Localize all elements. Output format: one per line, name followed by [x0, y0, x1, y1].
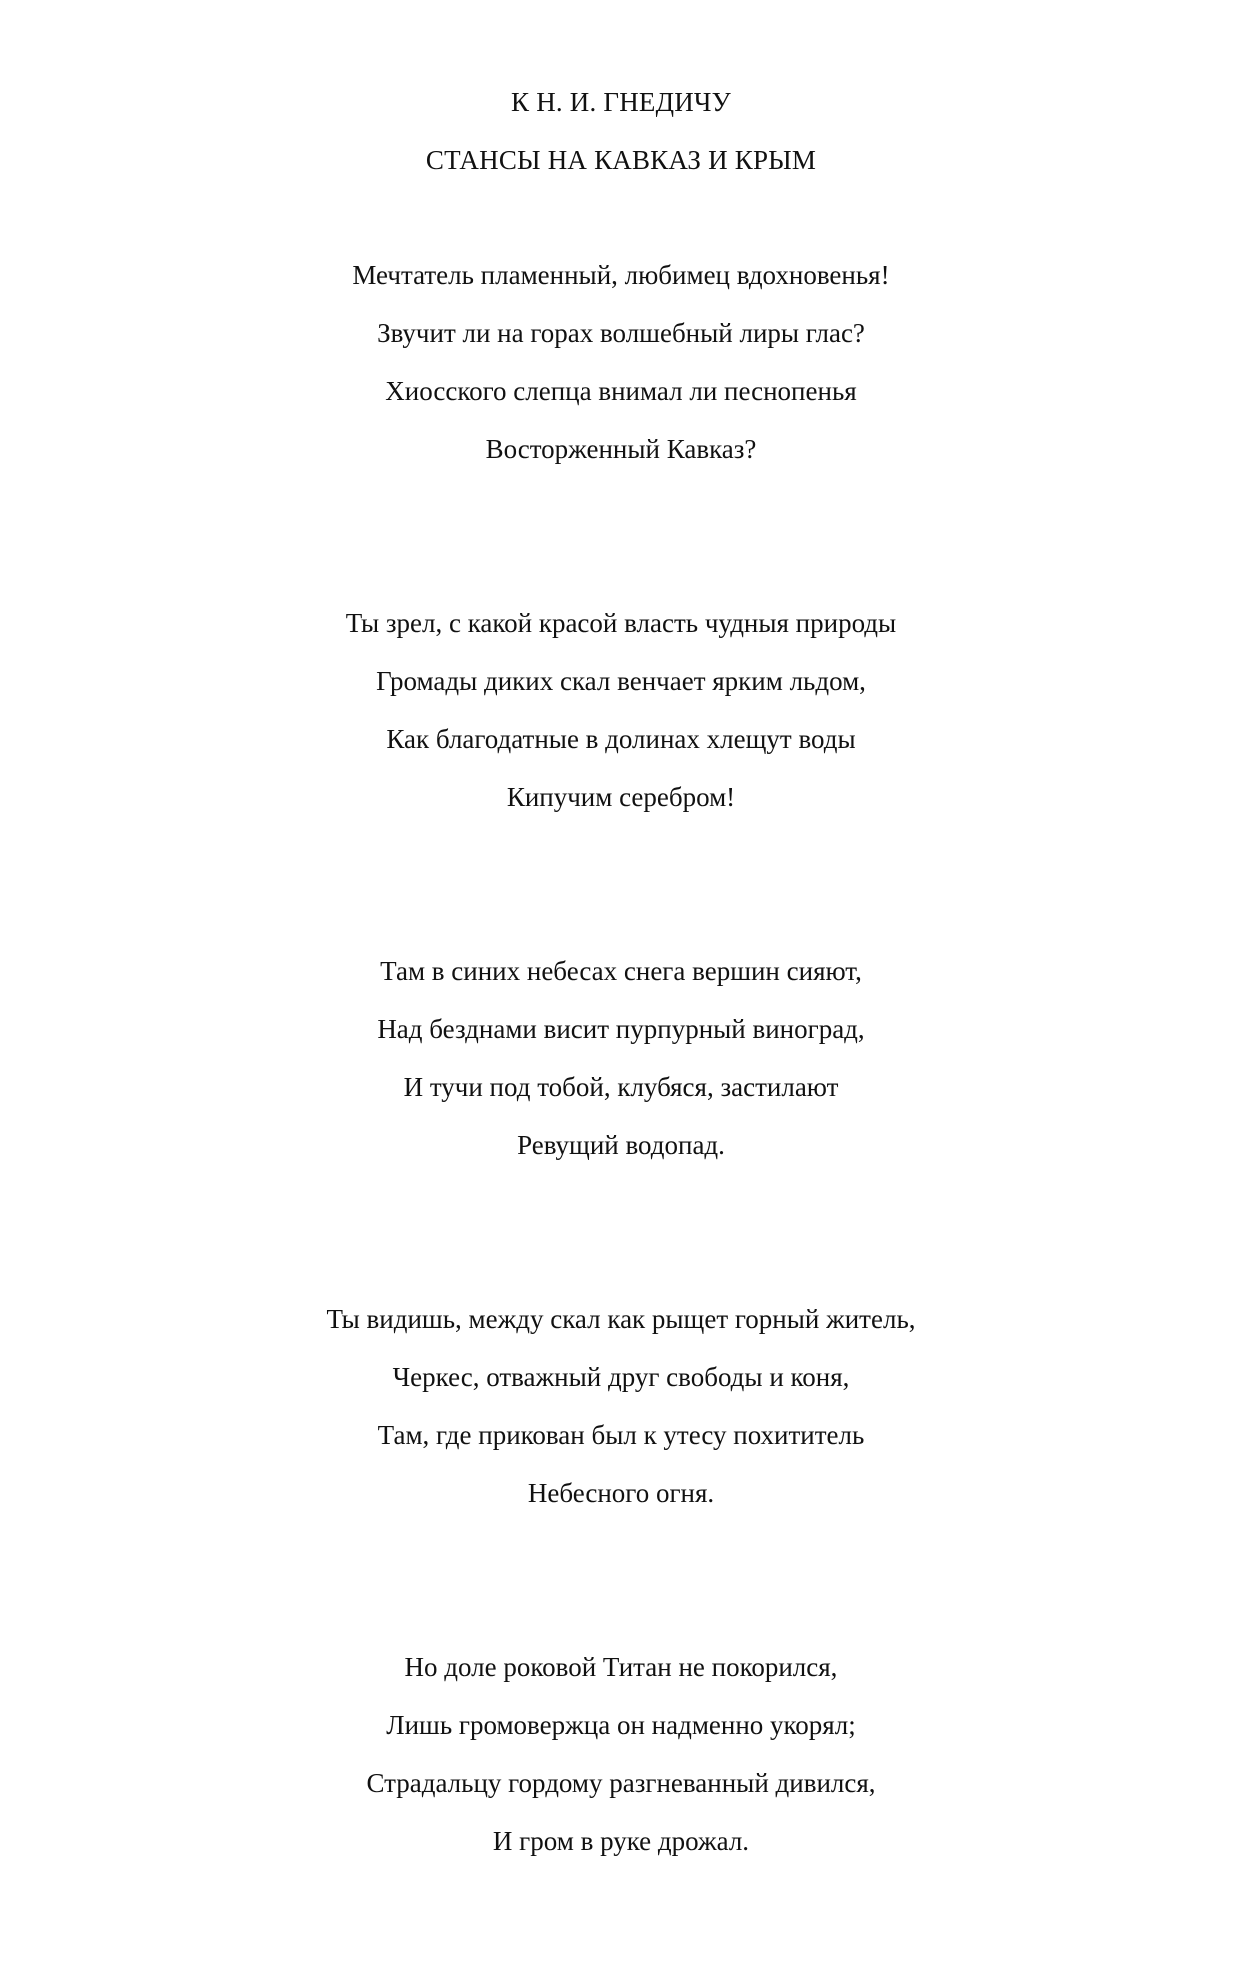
stanza-2 [0, 594, 1242, 826]
dedication-heading: К Н. И. ГНЕДИЧУ [511, 87, 731, 117]
poem-line: Там в синих небесах снега вершин сияют, [380, 956, 862, 986]
poem-line: Громады диких скал венчает ярким льдом, [376, 666, 866, 696]
heading-block [0, 73, 1242, 189]
poem-line: Ты зрел, с какой красой власть чудныя природы [345, 608, 897, 638]
poem-line: Над безднами висит пурпурный виноград, [377, 1014, 865, 1044]
poem-line: Кипучим серебром! [506, 782, 736, 812]
stanza-4 [0, 1290, 1242, 1522]
poem-line: Черкес, отважный друг свободы и коня, [392, 1362, 850, 1392]
poem-body [0, 246, 1242, 1986]
poem-line: Ты видишь, между скал как рыщет горный житель, [326, 1304, 916, 1334]
poem-line: Там, где прикован был к утесу похититель [377, 1420, 865, 1450]
poem-line: Страдальцу гордому разгневанный дивился, [366, 1768, 876, 1798]
poem-line: Ревущий водопад. [517, 1130, 725, 1160]
poem-line: Лишь громовержца он надменно укорял; [386, 1710, 856, 1740]
poem-line: Звучит ли на горах волшебный лиры глас? [377, 318, 865, 348]
poem-line: Но доле роковой Титан не покорился, [404, 1652, 838, 1682]
poem-line: И тучи под тобой, клубяся, застилают [403, 1072, 839, 1102]
poem-line: Мечтатель пламенный, любимец вдохновенья! [352, 260, 890, 290]
stanza-5 [0, 1638, 1242, 1870]
poem-title: СТАНСЫ НА КАВКАЗ И КРЫМ [425, 145, 817, 175]
poem-line: Восторженный Кавказ? [485, 434, 757, 464]
poem-line: Как благодатные в долинах хлещут воды [386, 724, 856, 754]
poem-line: Хиосского слепца внимал ли песнопенья [385, 376, 857, 406]
stanza-3 [0, 942, 1242, 1174]
poem-line: Небесного огня. [527, 1478, 715, 1508]
poem-line: И гром в руке дрожал. [492, 1826, 750, 1856]
stanza-1 [0, 246, 1242, 478]
